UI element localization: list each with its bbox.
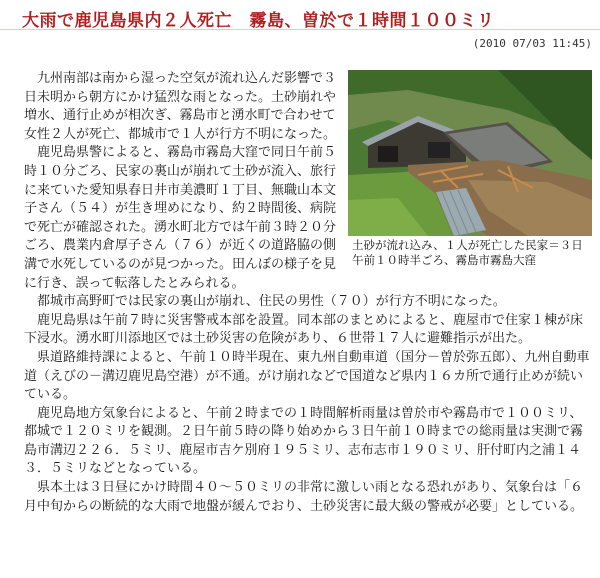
photo-caption: 土砂が流れ込み、１人が死亡した民家＝３日午前１０時半ごろ、霧島市霧島大窪 [352,238,583,267]
paragraph: 九州南部は南から湿った空気が流れ込んだ影響で３日未明から朝方にかけ猛烈な雨となった。土砂崩れや増水、通行止めが相次ぎ、霧島市と湧水町で合わせて女性２人が死亡、都城市で１人が行方不明になった。 [24,71,337,142]
paragraph: 県本土は３日昼にかけ時間４０～５０ミリの非常に激しい雨となる恐れがあり、気象台は「６月中旬からの断続的な大雨で地盤が緩んでおり、土砂災害に最大級の警戒が必要」としている。 [24,480,584,514]
paragraph: 県道路維持課によると、午前１０時半現在、東九州自動車道（国分－曽於弥五郎）、九州自動車道（えびの－溝辺鹿児島空港）が不通。がけ崩れなどで国道など県内１６カ所で通行止めが続いている。 [24,349,590,403]
article-body [24,70,592,516]
paragraph: 鹿児島県警によると、霧島市霧島大窪で同日午前５時１０分ごろ、民家の裏山が崩れて土砂が流入、旅行に来ていた愛知県春日井市美濃町１丁目、無職山本文子さん（５４）が生き埋めになり、約２時間後、病院で死亡が確認された。湧水町北方では午前３時２０分ごろ、農業内倉厚子さん（７６）が近くの道路脇の側溝で水死しているのが見つかった。田んぼの様子を見に行き、誤って転落したとみられる。 [24,145,337,291]
photo-figure [348,70,592,268]
article-headline: 大雨で鹿児島県内２人死亡 霧島、曽於で１時間１００ミリ [0,0,600,30]
paragraph: 鹿児島地方気象台によると、午前２時までの１時間解析雨量は曽於市や霧島市で１００ミリ、都城で１２０ミリを観測。２日午前５時の降り始めから３日午前１０時までの総雨量は実測で霧島市溝辺２２６．５ミリ、鹿屋市吉ケ別府１９５ミリ、志布志市１９０ミリ、肝付町内之浦１４３．５ミリなどとなっている。 [24,405,584,477]
paragraph: 鹿児島県は午前７時に災害警戒本部を設置。同本部のまとめによると、鹿屋市で住家１棟が床下浸水。湧水町川添地区では土砂災害の危険があり、６世帯１７人に避難指示が出た。 [24,312,584,347]
article-dateline: (2010 07/03 11:45) [472,37,592,50]
paragraph: 都城市高野町では民家の裏山が崩れ、住民の男性（７０）が行方不明になった。 [37,294,506,310]
news-photo [348,70,592,236]
